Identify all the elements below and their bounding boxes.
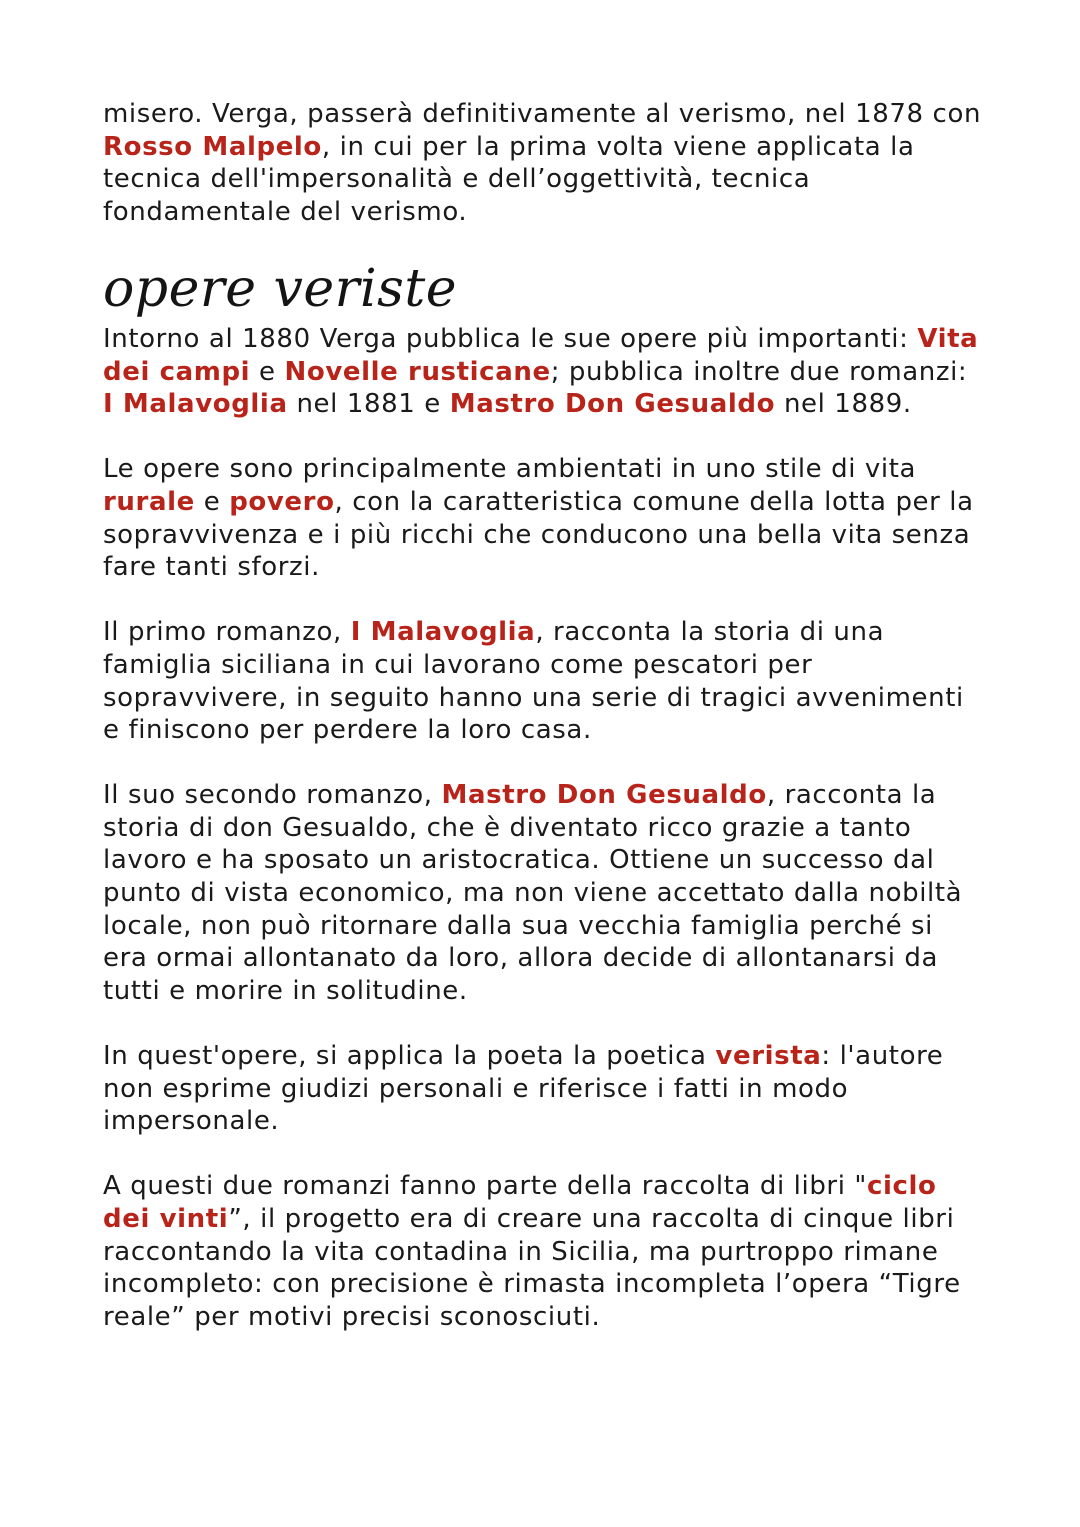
verista-text-1: In quest'opere, si applica la poeta la poetica — [103, 1041, 716, 1072]
works-text-1: Intorno al 1880 Verga pubblica le sue opere più importanti: — [103, 323, 918, 354]
highlight-i-malavoglia-2: I Malavoglia — [350, 617, 536, 648]
highlight-mastro-don-gesualdo-2: Mastro Don Gesualdo — [441, 780, 767, 811]
malavoglia-text-2: , racconta la storia di una famiglia siciliana in cui lavorano come pescatori per sopravvivere, in seguito hanno una serie di tragici avvenimenti e finiscono per perdere la loro casa. — [103, 617, 964, 746]
highlight-povero: povero — [229, 486, 335, 517]
setting-paragraph — [103, 453, 983, 583]
highlight-novelle-rusticane: Novelle rusticane — [284, 356, 551, 387]
highlight-rosso-malpelo: Rosso Malpelo — [103, 131, 322, 162]
malavoglia-text-1: Il primo romanzo, — [103, 617, 351, 648]
intro-text-1: misero. Verga, passerà definitivamente al verismo, nel 1878 con — [103, 99, 982, 129]
highlight-verista: verista — [715, 1041, 822, 1072]
setting-text-3: , con la caratteristica comune della lotta per la sopravvivenza e i più ricchi che conducono una bella vita senza fare tanti sforzi. — [103, 486, 974, 583]
ciclo-text-1: A questi due romanzi fanno parte della raccolta di libri " — [103, 1171, 867, 1202]
gesualdo-text-1: Il suo secondo romanzo, — [103, 780, 442, 811]
setting-text-2: e — [194, 486, 230, 517]
works-paragraph — [103, 323, 983, 421]
highlight-ciclo-dei-vinti: ciclo dei vinti — [103, 1171, 937, 1234]
intro-paragraph — [103, 98, 983, 228]
document-page — [103, 98, 983, 1366]
highlight-mastro-don-gesualdo: Mastro Don Gesualdo — [449, 389, 776, 420]
gesualdo-paragraph — [103, 779, 983, 1007]
section-heading: opere veriste — [103, 258, 458, 319]
intro-text-2: , in cui per la prima volta viene applicata la tecnica dell'impersonalità e dell’oggettività, tecnica fondamentale del verismo. — [103, 131, 915, 227]
malavoglia-paragraph — [103, 616, 983, 746]
highlight-rurale: rurale — [103, 486, 195, 517]
ciclo-text-2: ”, il progetto era di creare una raccolta di cinque libri raccontando la vita contadina in Sicilia, ma purtroppo rimane incompleto: con precisione è rimasta incompleta l’opera “Tigre reale” per motivi precisi sconosciuti. — [103, 1204, 961, 1332]
ciclo-paragraph — [103, 1170, 983, 1333]
works-text-3: ; pubblica inoltre due romanzi: — [550, 356, 968, 387]
gesualdo-text-2: , racconta la storia di don Gesualdo, che è diventato ricco grazie a tanto lavoro e ha sposato un aristocratica. Ottiene un successo dal punto di vista economico, ma non viene accettato dalla nobiltà locale, non può ritornare dalla sua vecchia famiglia perché si era ormai allontanato da loro, allora decide di allontanarsi da tutti e morire in solitudine. — [103, 780, 963, 1006]
works-text-5: nel 1889. — [775, 389, 912, 420]
highlight-i-malavoglia: I Malavoglia — [103, 389, 288, 420]
works-text-2: e — [250, 356, 285, 387]
setting-text-1: Le opere sono principalmente ambientati in uno stile di vita — [103, 454, 917, 485]
verista-paragraph — [103, 1040, 983, 1138]
highlight-vita-dei-campi: Vita dei campi — [103, 323, 979, 387]
verista-text-2: : l'autore non esprime giudizi personali e riferisce i fatti in modo impersonale. — [103, 1041, 944, 1137]
works-text-4: nel 1881 e — [287, 389, 450, 420]
